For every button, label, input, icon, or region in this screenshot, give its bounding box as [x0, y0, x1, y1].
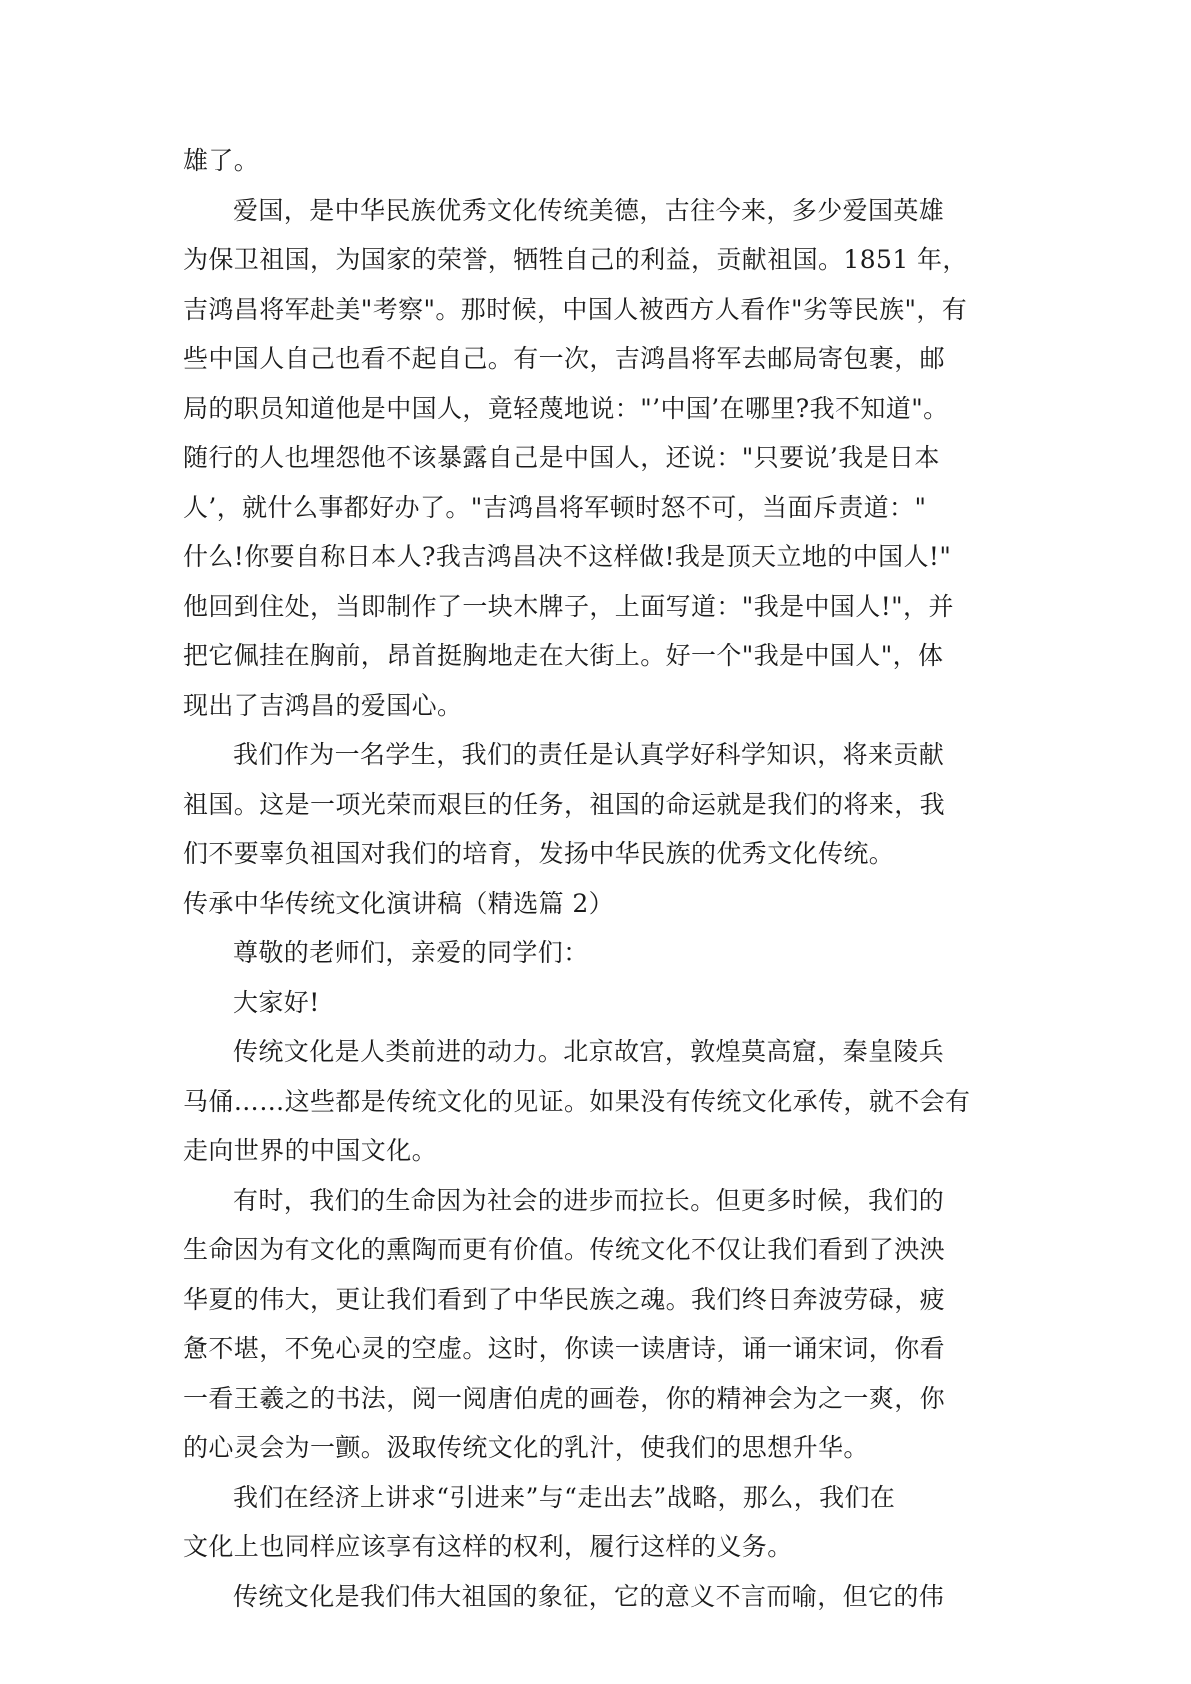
text-line: 雄了。: [183, 146, 260, 175]
text-line: 的心灵会为一颤。汲取传统文化的乳汁，使我们的思想升华。: [183, 1433, 869, 1462]
text-line: 吉鸿昌将军赴美"考察"。那时候，中国人被西方人看作"劣等民族"，有: [183, 294, 968, 324]
text-line: 生命因为有文化的熏陶而更有价值。传统文化不仅让我们看到了泱泱: [183, 1235, 946, 1264]
text-line: 大家好!: [233, 987, 320, 1017]
text-line: 祖国。这是一项光荣而艰巨的任务，祖国的命运就是我们的将来，我: [183, 789, 946, 819]
text-line: 走向世界的中国文化。: [183, 1136, 438, 1165]
text-line: 们不要辜负祖国对我们的培育，发扬中华民族的优秀文化传统。: [183, 839, 895, 868]
text-line: 传承中华传统文化演讲稿（精选篇 2）: [183, 888, 615, 918]
text-line: 些中国人自己也看不起自己。有一次，吉鸿昌将军去邮局寄包裹，邮: [183, 344, 946, 373]
text-line: 传统文化是人类前进的动力。北京故宫，敦煌莫高窟，秦皇陵兵: [233, 1037, 945, 1066]
text-line: 爱国，是中华民族优秀文化传统美德，古往今来，多少爱国英雄: [233, 195, 945, 225]
text-line: 为保卫祖国，为国家的荣誉，牺牲自己的利益，贡献祖国。1851 年，: [183, 245, 968, 274]
text-line: 传统文化是我们伟大祖国的象征，它的意义不言而喻，但它的伟: [233, 1581, 945, 1611]
text-line: 现出了吉鸿昌的爱国心。: [183, 690, 463, 720]
text-line: 惫不堪，不免心灵的空虚。这时，你读一读唐诗，诵一诵宋词，你看: [183, 1334, 946, 1363]
text-line: 他回到住处，当即制作了一块木牌子，上面写道："我是中国人!"，并: [183, 591, 954, 621]
text-line: 把它佩挂在胸前，昂首挺胸地走在大街上。好一个"我是中国人"，体: [183, 641, 944, 670]
text-line: 有时，我们的生命因为社会的进步而拉长。但更多时候，我们的: [233, 1185, 945, 1215]
text-line: 华夏的伟大，更让我们看到了中华民族之魂。我们终日奔波劳碌，疲: [183, 1284, 946, 1314]
text-line: 我们在经济上讲求“引进来”与“走出去”战略，那么，我们在: [233, 1482, 896, 1512]
text-line: 我们作为一名学生，我们的责任是认真学好科学知识，将来贡献: [233, 740, 945, 769]
text-line: 马俑……这些都是传统文化的见证。如果没有传统文化承传，就不会有: [183, 1086, 971, 1116]
text-line: 尊敬的老师们，亲爱的同学们：: [233, 938, 589, 967]
text-line: 局的职员知道他是中国人，竟轻蔑地说："’中国’在哪里?我不知道"。: [183, 393, 949, 423]
text-line: 文化上也同样应该享有这样的权利，履行这样的义务。: [183, 1532, 793, 1561]
text-line: 随行的人也埋怨他不该暴露自己是中国人，还说："只要说’我是日本: [183, 443, 940, 472]
document-page: [183, 136, 1043, 1621]
text-line: 一看王羲之的书法，阅一阅唐伯虎的画卷，你的精神会为之一爽，你: [183, 1383, 946, 1413]
text-line: 人’，就什么事都好办了。"吉鸿昌将军顿时怒不可，当面斥责道：": [183, 492, 927, 522]
text-line: 什么!你要自称日本人?我吉鸿昌决不这样做!我是顶天立地的中国人!": [183, 542, 952, 571]
